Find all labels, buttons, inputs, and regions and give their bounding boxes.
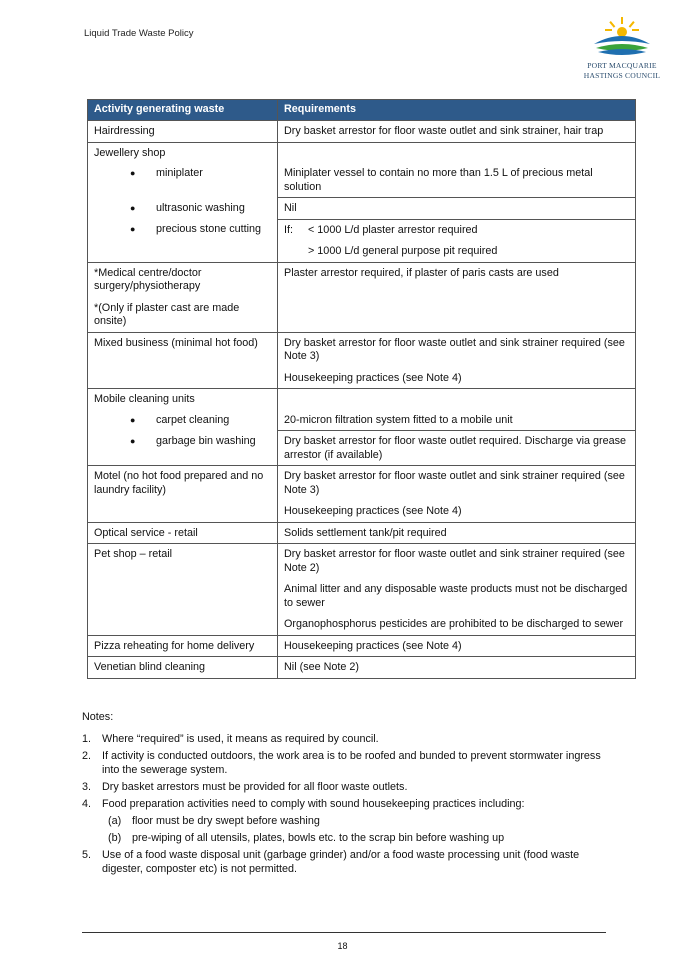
activity-cell bbox=[88, 410, 278, 431]
sub-activity: miniplater bbox=[156, 167, 203, 179]
note-text: pre-wiping of all utensils, plates, bowls etc. to the scrap bin before washing up bbox=[132, 832, 505, 844]
table-row bbox=[88, 657, 636, 679]
requirement-line: Housekeeping practices (see Note 4) bbox=[284, 371, 462, 384]
requirement-cell: Dry basket arrestor for floor waste outlet and sink strainer, hair trap bbox=[278, 121, 636, 143]
activity-cell: Jewellery shop bbox=[88, 142, 278, 163]
sub-activity: garbage bin washing bbox=[156, 434, 256, 447]
activity-cell: Pizza reheating for home delivery bbox=[88, 635, 278, 657]
column-header-activity: Activity generating waste bbox=[88, 100, 278, 121]
requirement-line: > 1000 L/d general purpose pit required bbox=[308, 245, 498, 257]
table-row bbox=[88, 121, 636, 143]
requirement-cell: Solids settlement tank/pit required bbox=[278, 522, 636, 544]
logo-line-2: HASTINGS COUNCIL bbox=[583, 71, 661, 80]
requirement-cell: Nil bbox=[278, 198, 636, 220]
note-item: 3. Dry basket arrestors must be provided for all floor waste outlets. bbox=[82, 781, 408, 793]
requirement-cell bbox=[278, 332, 636, 389]
bullet-icon: ● bbox=[130, 435, 136, 446]
if-label: If: bbox=[284, 223, 293, 236]
note-item: 4. Food preparation activities need to comply with sound housekeeping practices including: bbox=[82, 798, 525, 810]
requirement-cell bbox=[278, 466, 636, 523]
activity-text: *Medical centre/doctor surgery/physiotherapy bbox=[94, 266, 202, 292]
page-number: 18 bbox=[337, 941, 348, 951]
logo-line-1: PORT MACQUARIE bbox=[587, 61, 657, 70]
sub-activity: ultrasonic washing bbox=[156, 201, 245, 214]
activity-note: *(Only if plaster cast are made onsite) bbox=[94, 301, 240, 327]
note-text: Use of a food waste disposal unit (garbage grinder) and/or a food waste processing unit (food waste digester, composter etc) is not permitted. bbox=[102, 849, 580, 875]
document-header-title: Liquid Trade Waste Policy bbox=[84, 28, 194, 39]
requirement-line: Animal litter and any disposable waste products must not be discharged to sewer bbox=[284, 583, 628, 609]
note-text: Where “required” is used, it means as required by council. bbox=[102, 733, 379, 745]
activity-cell: Mobile cleaning units bbox=[88, 389, 278, 410]
bullet-icon: ● bbox=[130, 414, 136, 425]
requirement-line: Dry basket arrestor for floor waste outlet and sink strainer required (see Note 3) bbox=[284, 336, 625, 362]
activity-cell bbox=[88, 262, 278, 332]
footer-divider bbox=[82, 932, 606, 933]
notes-heading: Notes: bbox=[82, 711, 114, 723]
activity-cell: Optical service - retail bbox=[88, 522, 278, 544]
table-row bbox=[88, 219, 636, 262]
trade-waste-table bbox=[87, 99, 636, 679]
table-row bbox=[88, 522, 636, 544]
activity-cell: Mixed business (minimal hot food) bbox=[88, 332, 278, 389]
table-row bbox=[88, 389, 636, 410]
table-row bbox=[88, 466, 636, 523]
activity-cell: Venetian blind cleaning bbox=[88, 657, 278, 679]
note-text: If activity is conducted outdoors, the work area is to be roofed and bunded to prevent stormwater ingress into the sewerage system. bbox=[102, 750, 601, 776]
activity-cell: Hairdressing bbox=[88, 121, 278, 143]
note-item: 5. Use of a food waste disposal unit (garbage grinder) and/or a food waste processing unit (food waste digester, composter etc) is not permitted. bbox=[82, 848, 602, 876]
requirement-cell: Dry basket arrestor for floor waste outlet required. Discharge via grease arrestor (if available) bbox=[278, 431, 636, 466]
bullet-icon: ● bbox=[130, 224, 136, 234]
activity-cell bbox=[88, 198, 278, 220]
requirement-line: Dry basket arrestor for floor waste outlet and sink strainer required (see Note 2) bbox=[284, 548, 625, 574]
note-item: 1. Where “required” is used, it means as required by council. bbox=[82, 733, 379, 745]
requirement-cell: 20-micron filtration system fitted to a mobile unit bbox=[278, 410, 636, 431]
table-row bbox=[88, 163, 636, 198]
requirement-cell: Housekeeping practices (see Note 4) bbox=[278, 635, 636, 657]
requirement-line: < 1000 L/d plaster arrestor required bbox=[308, 223, 478, 236]
requirement-line: Housekeeping practices (see Note 4) bbox=[284, 505, 462, 517]
table-row bbox=[88, 431, 636, 466]
requirement-cell bbox=[278, 389, 636, 410]
column-header-requirements: Requirements bbox=[278, 100, 636, 121]
requirement-cell: Plaster arrestor required, if plaster of paris casts are used bbox=[278, 262, 636, 332]
requirement-line: Dry basket arrestor for floor waste outlet and sink strainer required (see Note 3) bbox=[284, 470, 625, 496]
note-sub-item: (b) pre-wiping of all utensils, plates, bowls etc. to the scrap bin before washing up bbox=[108, 832, 505, 844]
activity-cell bbox=[88, 219, 278, 262]
requirement-cell bbox=[278, 219, 636, 262]
bullet-icon: ● bbox=[130, 202, 136, 213]
requirement-cell bbox=[278, 544, 636, 636]
activity-cell bbox=[88, 431, 278, 466]
activity-cell: Pet shop – retail bbox=[88, 544, 278, 636]
requirement-cell: Miniplater vessel to contain no more than 1.5 L of precious metal solution bbox=[278, 163, 636, 198]
table-row bbox=[88, 142, 636, 163]
note-text: Dry basket arrestors must be provided for all floor waste outlets. bbox=[102, 781, 408, 793]
bullet-icon: ● bbox=[130, 168, 136, 178]
activity-cell: Motel (no hot food prepared and no laundry facility) bbox=[88, 466, 278, 523]
requirement-cell: Nil (see Note 2) bbox=[278, 657, 636, 679]
table-row bbox=[88, 332, 636, 389]
notes-section bbox=[82, 710, 602, 879]
note-sub-item: (a) floor must be dry swept before washing bbox=[108, 815, 320, 827]
note-text: Food preparation activities need to comply with sound housekeeping practices including: bbox=[102, 798, 525, 810]
requirement-cell bbox=[278, 142, 636, 163]
sub-activity: carpet cleaning bbox=[156, 413, 230, 426]
table-header-row bbox=[88, 100, 636, 121]
note-item: 2. If activity is conducted outdoors, the work area is to be roofed and bunded to prevent stormwater ingress into the sewerage system. bbox=[82, 750, 601, 776]
council-logo bbox=[582, 14, 662, 84]
activity-cell bbox=[88, 163, 278, 198]
table-row bbox=[88, 410, 636, 431]
sub-activity: precious stone cutting bbox=[156, 223, 262, 235]
table-row bbox=[88, 198, 636, 220]
table-row bbox=[88, 262, 636, 332]
table-row bbox=[88, 635, 636, 657]
table-row bbox=[88, 544, 636, 636]
note-text: floor must be dry swept before washing bbox=[132, 815, 320, 827]
sun-wave-icon bbox=[588, 14, 656, 60]
requirement-line: Organophosphorus pesticides are prohibited to be discharged to sewer bbox=[284, 618, 624, 630]
